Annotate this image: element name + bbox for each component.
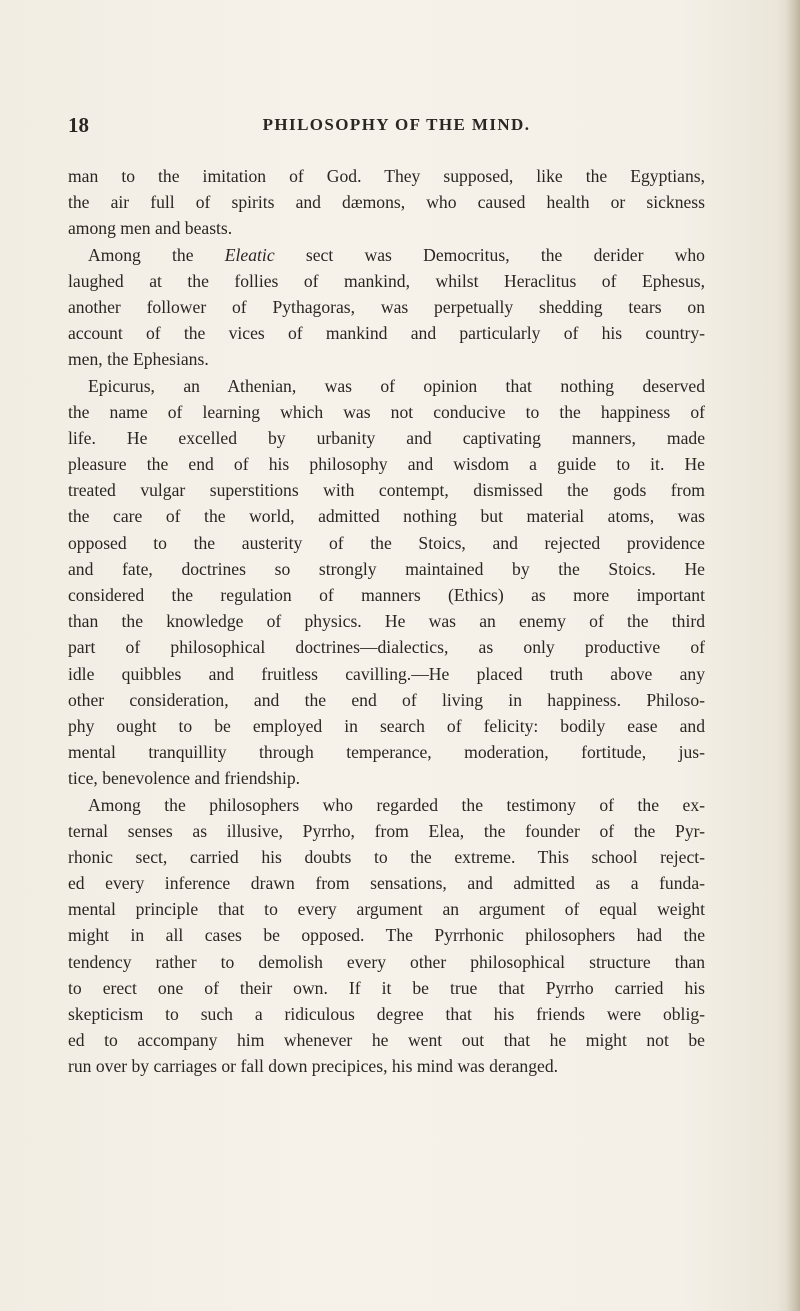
- italic-term: Eleatic: [224, 244, 275, 265]
- text-line: mental tranquillity through temperance, moderation, fortitude, jus-: [68, 742, 705, 763]
- body-text: [68, 163, 705, 1080]
- text-line: laughed at the follies of mankind, whilst Heraclitus of Ephesus,: [68, 270, 705, 291]
- text-line: and fate, doctrines so strongly maintained by the Stoics. He: [68, 558, 705, 579]
- page-header: [68, 113, 705, 143]
- text-line: man to the imitation of God. They supposed, like the Egyptians,: [68, 166, 705, 186]
- text-line: life. He excelled by urbanity and captivating manners, made: [68, 427, 705, 448]
- text-line: Epicurus, an Athenian, was of opinion that nothing deserved: [88, 375, 705, 396]
- text-line: might in all cases be opposed. The Pyrrhonic philosophers had the: [68, 925, 705, 946]
- text-line: phy ought to be employed in search of felicity: bodily ease and: [68, 715, 705, 736]
- text-line: pleasure the end of his philosophy and wisdom a guide to it. He: [68, 454, 705, 475]
- text-line: run over by carriages or fall down precipices, his mind was deranged.: [68, 1056, 559, 1077]
- text-line: men, the Ephesians.: [68, 349, 209, 370]
- text-line: part of philosophical doctrines—dialectics, as only productive of: [68, 637, 705, 658]
- text-line: idle quibbles and fruitless cavilling.—He placed truth above any: [68, 663, 705, 684]
- page-number: 18: [68, 113, 89, 137]
- text-line: considered the regulation of manners (Ethics) as more important: [68, 585, 705, 605]
- text-line: ternal senses as illusive, Pyrrho, from Elea, the founder of the Pyr-: [68, 820, 705, 841]
- text-line: [68, 242, 705, 268]
- text-line: to erect one of their own. If it be true that Pyrrho carried his: [68, 977, 705, 998]
- text-line: the name of learning which was not conducive to the happiness of: [68, 401, 705, 422]
- page-edge-shadow: [786, 0, 800, 1311]
- text-segment: Among the: [88, 244, 194, 265]
- text-segment: sect was Democritus, the derider who: [305, 244, 705, 265]
- text-line: another follower of Pythagoras, was perpetually shedding tears on: [68, 296, 705, 317]
- text-line: tice, benevolence and friendship.: [68, 768, 301, 789]
- text-line: other consideration, and the end of living in happiness. Philoso-: [68, 689, 705, 710]
- text-line: the air full of spirits and dæmons, who caused health or sickness: [68, 192, 705, 213]
- text-line: tendency rather to demolish every other philosophical structure than: [68, 951, 705, 972]
- text-line: than the knowledge of physics. He was an enemy of the third: [68, 611, 705, 632]
- text-line: treated vulgar superstitions with contempt, dismissed the gods from: [68, 480, 705, 501]
- text-line: ed to accompany him whenever he went out that he might not be: [68, 1030, 705, 1051]
- text-line: the care of the world, admitted nothing but material atoms, was: [68, 506, 705, 527]
- text-line: skepticism to such a ridiculous degree that his friends were oblig-: [68, 1004, 705, 1024]
- text-line: account of the vices of mankind and particularly of his country-: [68, 323, 705, 344]
- text-line: opposed to the austerity of the Stoics, and rejected providence: [68, 532, 705, 553]
- text-line: mental principle that to every argument an argument of equal weight: [68, 899, 705, 920]
- text-line: Among the philosophers who regarded the testimony of the ex-: [88, 794, 705, 815]
- text-line: ed every inference drawn from sensations, and admitted as a funda-: [68, 873, 705, 894]
- running-title: PHILOSOPHY OF THE MIND.: [262, 115, 531, 134]
- text-line: rhonic sect, carried his doubts to the extreme. This school reject-: [68, 846, 705, 867]
- text-line: among men and beasts.: [68, 218, 233, 239]
